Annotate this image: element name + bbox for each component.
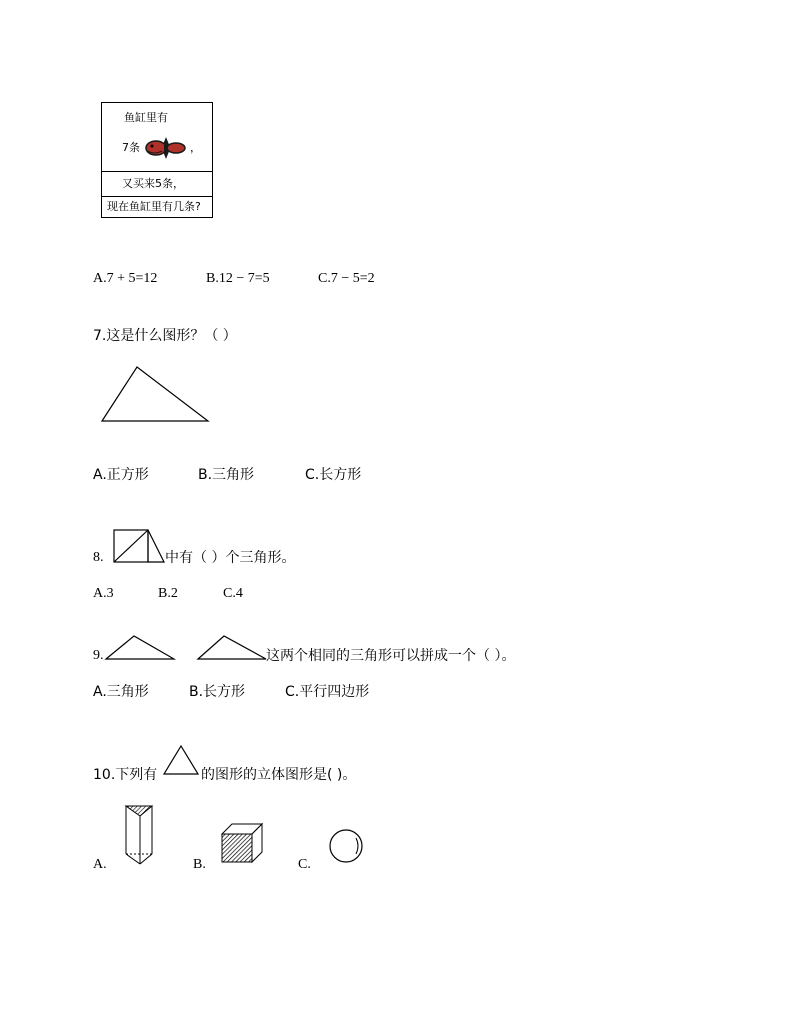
fish-box-line-1: 鱼缸里有 xyxy=(124,111,168,124)
q7-triangle-figure xyxy=(100,364,212,424)
cube-icon xyxy=(220,822,264,864)
fish-box-line-3: 现在鱼缸里有几条? xyxy=(107,200,201,213)
q7-option-b: B.三角形 xyxy=(198,467,255,483)
fish-box-comma: ， xyxy=(190,141,201,154)
q8-option-b: B.2 xyxy=(158,586,178,601)
q7-option-c: C.长方形 xyxy=(305,467,362,483)
q9-option-a: A.三角形 xyxy=(93,684,149,700)
q9-triangle-right xyxy=(196,634,268,662)
q9-option-c: C.平行四边形 xyxy=(285,684,370,700)
q10-triangle-face xyxy=(162,744,200,776)
triangular-prism-icon xyxy=(122,804,156,868)
q10-option-a: A. xyxy=(93,857,107,872)
fish-box-line-2: 又买来5条， xyxy=(122,177,184,190)
q10-prefix: 10.下列有 xyxy=(93,767,158,783)
q7-question: 7.这是什么图形？（ ） xyxy=(93,328,237,344)
q6-option-a: A.7 + 5=12 xyxy=(93,271,158,286)
fish-box-row-1 xyxy=(102,103,212,172)
fish-box-count: 7条 xyxy=(122,141,140,154)
q8-option-c: C.4 xyxy=(223,586,243,601)
q8-question: 中有（ ）个三角形。 xyxy=(165,550,296,566)
fish-box-row-2 xyxy=(102,172,212,197)
q9-number: 9. xyxy=(93,648,104,663)
fish-problem-box xyxy=(101,102,213,218)
q9-option-b: B.长方形 xyxy=(189,684,246,700)
sphere-icon xyxy=(328,828,364,864)
q9-question: 这两个相同的三角形可以拼成一个（ ）。 xyxy=(266,648,516,664)
q6-option-c: C.7 − 5=2 xyxy=(318,271,375,286)
q8-shape-figure xyxy=(112,528,166,564)
q10-suffix: 的图形的立体图形是( )。 xyxy=(201,767,357,783)
q9-triangle-left xyxy=(104,634,176,662)
q7-option-a: A.正方形 xyxy=(93,467,149,483)
fish-box-row-3 xyxy=(102,197,212,218)
q6-option-b: B.12 − 7=5 xyxy=(206,271,270,286)
q8-option-a: A.3 xyxy=(93,586,114,601)
q8-number: 8. xyxy=(93,550,104,565)
q10-option-b: B. xyxy=(193,857,206,872)
fish-icon xyxy=(144,133,188,163)
q10-option-c: C. xyxy=(298,857,311,872)
